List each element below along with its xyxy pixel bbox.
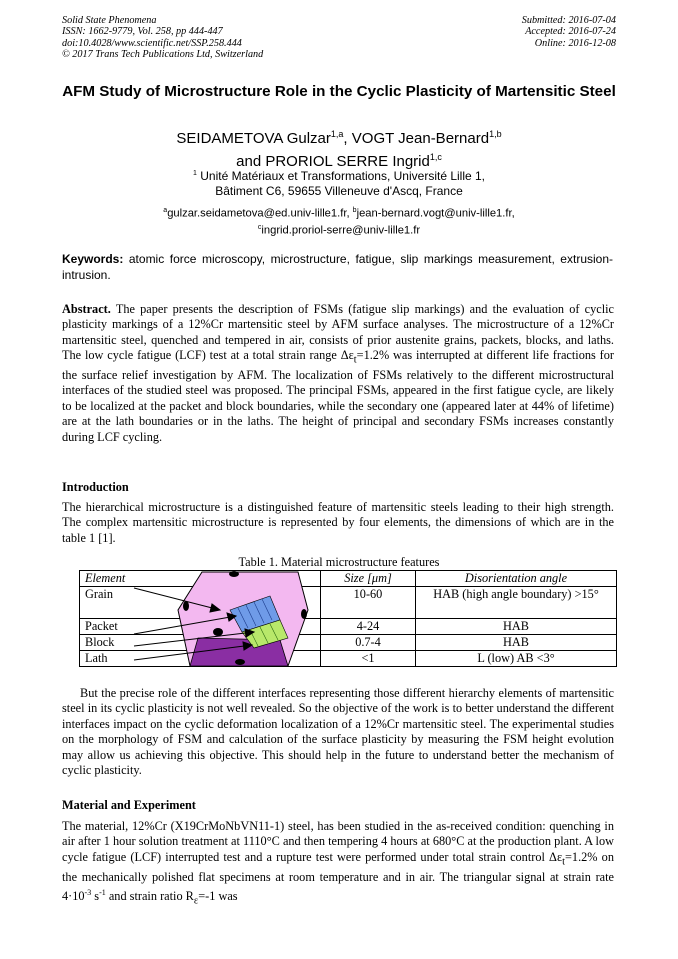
cell-size: 10-60 xyxy=(321,587,416,619)
material-sub-2: ε xyxy=(193,895,199,907)
abstract-text-2: =1.2% was interrupted at different life fractions for the surface relief investigation by AFM. The localization of FSMs relatively to the different microstructural interfaces of the studied steel was proposed. The principal FSMs, appeared in the first fatigue cycle, are likely to be localized at the packet and block boundaries, while the secondary one (appeared later at 44% of lifetime) are at the lath boundaries or in the laths. The height of principal and secondary FSMs increases constantly during LCF cycling. xyxy=(62,348,614,444)
email-b-sup: b xyxy=(352,207,357,214)
cell-size: 4-24 xyxy=(321,619,416,635)
affiliation-line-1: Unité Matériaux et Transformations, Université Lille 1, xyxy=(196,169,486,183)
inclusion-dot xyxy=(213,628,223,636)
material-text-4: and strain ratio R xyxy=(105,889,194,904)
intro-heading: Introduction xyxy=(62,480,129,494)
material-heading: Material and Experiment xyxy=(62,798,196,812)
accepted-date: Accepted: 2016-07-24 xyxy=(525,26,616,38)
keywords-text: atomic force microscopy, microstructure, fatigue, slip markings measurement, extrusion-intrusion. xyxy=(62,252,613,282)
inclusion-dot xyxy=(229,571,239,577)
cell-element: Grain xyxy=(80,587,321,619)
cell-angle: HAB (high angle boundary) >15° xyxy=(416,587,617,619)
keywords-label: Keywords: xyxy=(62,252,124,266)
material-text-1: The material, 12%Cr (X19CrMoNbVN11-1) steel, has been studied in the as-received condition: quenching in air after 1 hour solution treatment at 1110°C and then tempering 4 hours at 680°C at the production plant. A low cycle fatigue (LCF) interrupted test and a rupture test were performed under total strain control Δε xyxy=(62,819,614,864)
author-list xyxy=(62,125,616,171)
affiliation-line-2: Bâtiment C6, 59655 Villeneuve d'Ascq, France xyxy=(215,184,463,198)
material-sub-1: t xyxy=(562,856,565,868)
abstract-sub: t xyxy=(353,354,357,366)
online-date: Online: 2016-12-08 xyxy=(534,37,616,49)
material-sup-1: -3 xyxy=(84,888,92,898)
inclusion-dot xyxy=(301,609,307,619)
email-a-sup: a xyxy=(163,207,168,214)
intro-text: The hierarchical microstructure is a distinguished feature of martensitic steels leading to their high strength. The complex martensitic microstructure is represented by four elements, the dimensions of which are in the table 1 [1]. xyxy=(62,500,614,545)
header-angle: Disorientation angle xyxy=(416,571,617,587)
author-separator: , xyxy=(343,130,352,147)
author-3-sup: 1,c xyxy=(429,152,442,162)
email-c[interactable]: ingrid.proriol-serre@univ-lille1.fr xyxy=(261,224,421,237)
email-c-sup: c xyxy=(257,223,262,231)
cell-size: <1 xyxy=(321,651,416,667)
material-sup-2: -1 xyxy=(99,888,106,898)
material-text xyxy=(62,819,614,909)
inclusion-dot xyxy=(235,659,245,665)
author-1-sup: 1,a xyxy=(330,129,344,139)
author-emails xyxy=(62,204,616,237)
journal-header-right xyxy=(522,15,616,49)
affiliation-sup: 1 xyxy=(192,170,197,177)
cell-element: Block xyxy=(80,635,321,651)
cell-element: Packet xyxy=(80,619,321,635)
author-1: SEIDAMETOVA Gulzar xyxy=(176,130,331,147)
abstract xyxy=(62,302,614,445)
abstract-label: Abstract. xyxy=(62,302,111,316)
doi-line: doi:10.4028/www.scientific.net/SSP.258.444 xyxy=(62,37,242,49)
author-and: and xyxy=(236,153,266,170)
microstructure-diagram xyxy=(130,570,320,670)
material-text-5: =-1 was xyxy=(198,889,238,904)
paragraph-objective: But the precise role of the different interfaces representing those different hierarchy elements of martensitic steel in its cyclic plasticity is not well revealed. So the objective of the work is to better understand the different interfaces impact on the cyclic deformation localization of a 12%Cr martensitic steel. The experimental studies on the morphology of FSM and calculation of the surface plasticity by measuring the FSM height evolution may allow us achieving this objective. This should help in the future to understand better the mechanism of cyclic plasticity. xyxy=(62,686,614,778)
header-size: Size [μm] xyxy=(321,571,416,587)
abstract-text: The paper presents the description of FSMs (fatigue slip markings) and the evaluation of cyclic plasticity markings of a 12%Cr martensitic steel by AFM surface analyses. The microstructure of a 12%Cr martensitic steel, quenched and tempered in air, consists of prior austenite grains, packets, blocks, and laths. The low cycle fatigue (LCF) test at a total strain range Δε xyxy=(62,302,614,363)
author-3: PRORIOL SERRE Ingrid xyxy=(265,153,430,170)
header-element: Element xyxy=(80,571,321,587)
submitted-date: Submitted: 2016-07-04 xyxy=(521,15,616,26)
author-2-sup: 1,b xyxy=(489,129,502,139)
keywords xyxy=(62,252,613,283)
issn-line: ISSN: 1662-9779, Vol. 258, pp 444-447 xyxy=(62,26,223,38)
copyright-line: © 2017 Trans Tech Publications Ltd, Switzerland xyxy=(62,49,264,61)
email-b[interactable]: jean-bernard.vogt@univ-lille1.fr, xyxy=(356,207,515,220)
cell-element: Lath xyxy=(80,651,321,667)
email-a[interactable]: gulzar.seidametova@ed.univ-lille1.fr, xyxy=(167,207,353,220)
paper-title: AFM Study of Microstructure Role in the Cyclic Plasticity of Martensitic Steel xyxy=(62,83,616,100)
inclusion-dot xyxy=(183,601,189,611)
author-2: VOGT Jean-Bernard xyxy=(351,130,490,147)
journal-name: Solid State Phenomena xyxy=(62,15,157,26)
material-text-3: s xyxy=(91,889,100,904)
material-text-2: =1.2% on the mechanically polished flat specimens at room temperature and in air. The triangular signal at strain rate 4·10 xyxy=(62,849,614,904)
cell-angle: L (low) AB <3° xyxy=(416,651,617,667)
cell-angle: HAB xyxy=(416,635,617,651)
table-caption: Table 1. Material microstructure features xyxy=(238,555,440,569)
journal-header-left xyxy=(62,15,263,61)
cell-size: 0.7-4 xyxy=(321,635,416,651)
cell-angle: HAB xyxy=(416,619,617,635)
affiliation xyxy=(62,166,616,199)
